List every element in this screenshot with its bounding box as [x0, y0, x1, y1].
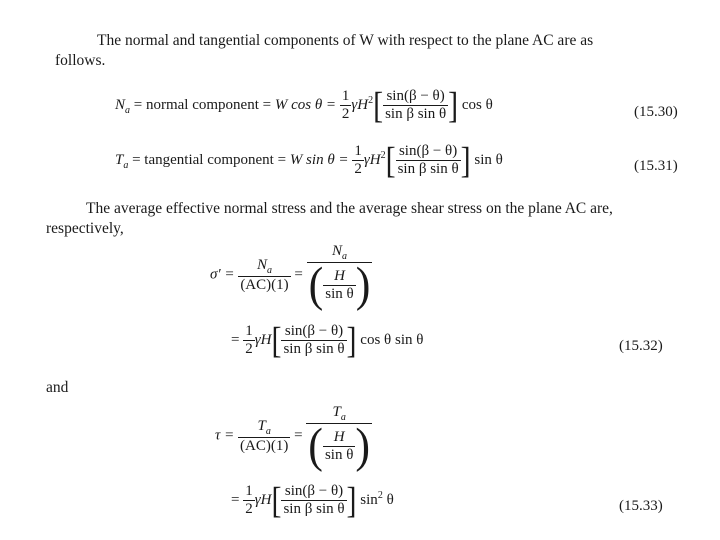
- eq5-inner-den: sin θ: [324, 446, 354, 463]
- eq6-half-den: 2: [245, 501, 253, 517]
- eq2-lhs-sub: a: [123, 159, 129, 171]
- eq2-mid: W sin θ =: [289, 151, 353, 168]
- eq3-fraction-2: [307, 243, 373, 312]
- eq2-label: = tangential component =: [128, 151, 290, 168]
- eq2-lhs: T: [115, 151, 124, 168]
- eq1-half-den: 2: [341, 106, 350, 122]
- eq5-f2-num: T: [332, 404, 341, 420]
- equation-tau: [215, 404, 372, 473]
- eq5-f1-num-sub: a: [265, 425, 271, 437]
- eq1-right-bracket: ]: [448, 84, 459, 126]
- eq4-half-num: 1: [245, 323, 253, 339]
- eq3-right-paren: ): [355, 257, 371, 312]
- and-text: and: [46, 379, 69, 396]
- eq4-frac-den: sin β sin θ: [283, 341, 345, 357]
- eq1-square: 2: [368, 94, 374, 106]
- eq5-right-paren: ): [355, 418, 371, 473]
- eq2-frac-num: sin(β − θ): [398, 143, 458, 159]
- eq2-left-bracket: [: [385, 139, 396, 181]
- equation-15-31: [115, 139, 503, 181]
- eq4-main-fraction: [281, 323, 346, 358]
- eq5-f2-num-sub: a: [340, 412, 346, 423]
- eq2-right-bracket: ]: [460, 139, 471, 181]
- eq3-f1-num: N: [256, 256, 267, 273]
- eq6-frac-den: sin β sin θ: [283, 501, 345, 517]
- eq3-inner-num: H: [334, 267, 345, 284]
- paragraph-2-line-1: The average effective normal stress and the average shear stress on the plane AC are,: [86, 200, 613, 217]
- eq4-frac-num: sin(β − θ): [284, 323, 344, 339]
- eq6-number: (15.33): [619, 498, 663, 514]
- eq5-inner-num: H: [333, 428, 345, 445]
- eq6-gamma-h: γH: [254, 491, 272, 508]
- eq4-half-fraction: [243, 323, 255, 358]
- eq6-half-fraction: [243, 483, 255, 518]
- eq1-tail: cos θ: [461, 96, 493, 113]
- eq4-gamma-h: γH: [254, 331, 272, 348]
- eq2-tail: sin θ: [474, 151, 503, 168]
- eq4-number: (15.32): [619, 338, 663, 354]
- eq1-half-num: 1: [341, 88, 350, 104]
- eq3-equals: =: [290, 266, 307, 283]
- eq1-number: (15.30): [634, 104, 678, 120]
- eq3-inner-fraction: [323, 268, 355, 303]
- eq2-gamma-h: γH: [363, 151, 381, 168]
- eq2-frac-den: sin β sin θ: [397, 161, 459, 177]
- eq6-main-fraction: [281, 483, 346, 518]
- equation-15-33: [231, 479, 394, 521]
- eq1-frac-den: sin β sin θ: [385, 106, 447, 122]
- eq4-lead: =: [231, 331, 244, 348]
- eq2-half-num: 1: [354, 143, 362, 159]
- eq1-main-fraction: [383, 88, 448, 123]
- eq3-fraction-1: [238, 257, 290, 294]
- eq1-frac-num: sin(β − θ): [386, 88, 445, 104]
- eq1-lhs: N: [115, 96, 126, 113]
- eq1-label: = normal component =: [130, 96, 275, 113]
- eq5-lhs: τ =: [215, 427, 238, 444]
- eq4-left-bracket: [: [271, 319, 282, 361]
- eq6-lead: =: [231, 491, 244, 508]
- eq3-lhs: σ′ =: [210, 266, 239, 283]
- eq1-lhs-sub: a: [125, 104, 131, 116]
- eq2-square: 2: [380, 149, 386, 161]
- eq1-mid: W cos θ =: [274, 96, 340, 113]
- eq2-number: (15.31): [634, 158, 678, 174]
- eq5-equals: =: [290, 427, 307, 444]
- eq5-fraction-1: [238, 418, 290, 455]
- eq3-f1-num-sub: a: [266, 264, 272, 276]
- equation-15-30: [115, 84, 493, 126]
- eq2-main-fraction: [396, 143, 461, 178]
- eq1-gamma-h: γH: [351, 96, 369, 113]
- eq3-inner-den: sin θ: [325, 285, 354, 302]
- eq3-f2-num: N: [331, 243, 342, 259]
- eq6-tail-sup: 2: [377, 489, 383, 501]
- equation-15-32: [231, 319, 424, 361]
- paragraph-1-line-2: follows.: [55, 52, 106, 69]
- eq5-f1-den: (AC)(1): [240, 437, 289, 454]
- paragraph-2-line-2: respectively,: [46, 220, 124, 237]
- eq3-f2-num-sub: a: [342, 251, 347, 262]
- paragraph-1-line-1: The normal and tangential components of W with respect to the plane AC are as: [97, 32, 594, 49]
- eq3-left-paren: (: [308, 257, 324, 312]
- eq5-inner-fraction: [323, 429, 355, 464]
- eq6-right-bracket: ]: [346, 479, 357, 521]
- eq6-left-bracket: [: [271, 479, 282, 521]
- eq6-tail: sin: [360, 491, 378, 508]
- eq6-half-num: 1: [245, 483, 253, 499]
- eq4-right-bracket: ]: [346, 319, 357, 361]
- eq1-left-bracket: [: [373, 84, 384, 126]
- eq4-tail: cos θ sin θ: [360, 331, 424, 348]
- eq2-half-den: 2: [354, 161, 362, 177]
- equation-sigma-prime: [210, 243, 372, 312]
- eq5-left-paren: (: [308, 418, 323, 473]
- eq4-half-den: 2: [245, 341, 253, 357]
- eq5-f1-num: T: [257, 417, 266, 434]
- eq6-tail-2: θ: [382, 491, 394, 508]
- eq2-half-fraction: [352, 143, 364, 178]
- eq3-f1-den: (AC)(1): [240, 276, 289, 293]
- eq5-fraction-2: [306, 404, 372, 473]
- eq1-half-fraction: [340, 88, 352, 123]
- eq6-frac-num: sin(β − θ): [284, 483, 344, 499]
